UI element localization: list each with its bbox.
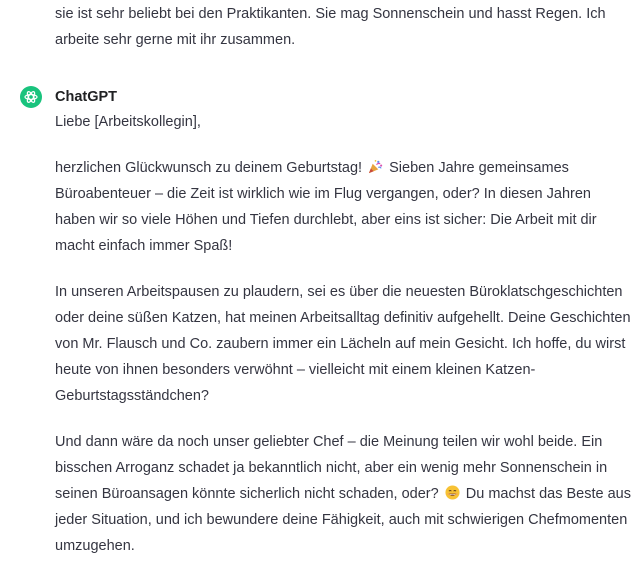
paragraph-3-start: Und dann wäre da noch unser geliebter Chef – die Meinung teilen wir wohl beide. Ein bisschen Arroganz schadet ja bekanntlich nicht, aber ein wenig mehr Sonnenschein in seinen Büroansagen könnte sicherlich nicht schaden, oder? <box>55 434 608 502</box>
paragraph-1 <box>55 155 633 259</box>
assistant-header <box>20 86 117 108</box>
paragraph-1-start: herzlichen Glückwunsch zu deinem Geburtstag! <box>55 160 363 176</box>
assistant-name: ChatGPT <box>55 89 118 105</box>
party-popper-icon <box>368 159 383 174</box>
greeting-text: Liebe [Arbeitskollegin], <box>55 114 201 130</box>
assistant-message <box>55 109 633 559</box>
user-message-text: sie ist sehr beliebt bei den Praktikanten. Sie mag Sonnenschein und hasst Regen. Ich arbeite sehr gerne mit ihr zusammen. <box>55 6 606 48</box>
user-message <box>55 1 630 53</box>
paragraph-3 <box>55 429 633 559</box>
paragraph-2: In unseren Arbeitspausen zu plaudern, sei es über die neuesten Büroklatschgeschichten oder deine süßen Katzen, hat meinen Arbeitsalltag definitiv aufgehellt. Deine Geschichten von Mr. Flausch und Co. zaubern immer ein Lächeln auf mein Gesicht. Ich hoffe, du wirst heute von ihnen besonders verwöhnt – vielleicht mit einem kleinen Katzen-Geburtstagsständchen? <box>55 284 631 404</box>
grinning-smile-icon <box>445 485 460 500</box>
paragraph-1-end: Sieben Jahre gemeinsames Büroabenteuer – die Zeit ist wirklich wie im Flug vergangen, oder? In diesen Jahren haben wir so viele Höhen und Tiefen durchlebt, aber eins ist sicher: Die Arbeit mit dir macht einfach immer Spaß! <box>55 160 597 254</box>
paragraph-3-end: Du machst das Beste aus jeder Situation, und ich bewundere deine Fähigkeit, auch mit schwierigen Chefmomenten umzugehen. <box>55 486 631 554</box>
openai-logo-icon <box>20 86 42 108</box>
